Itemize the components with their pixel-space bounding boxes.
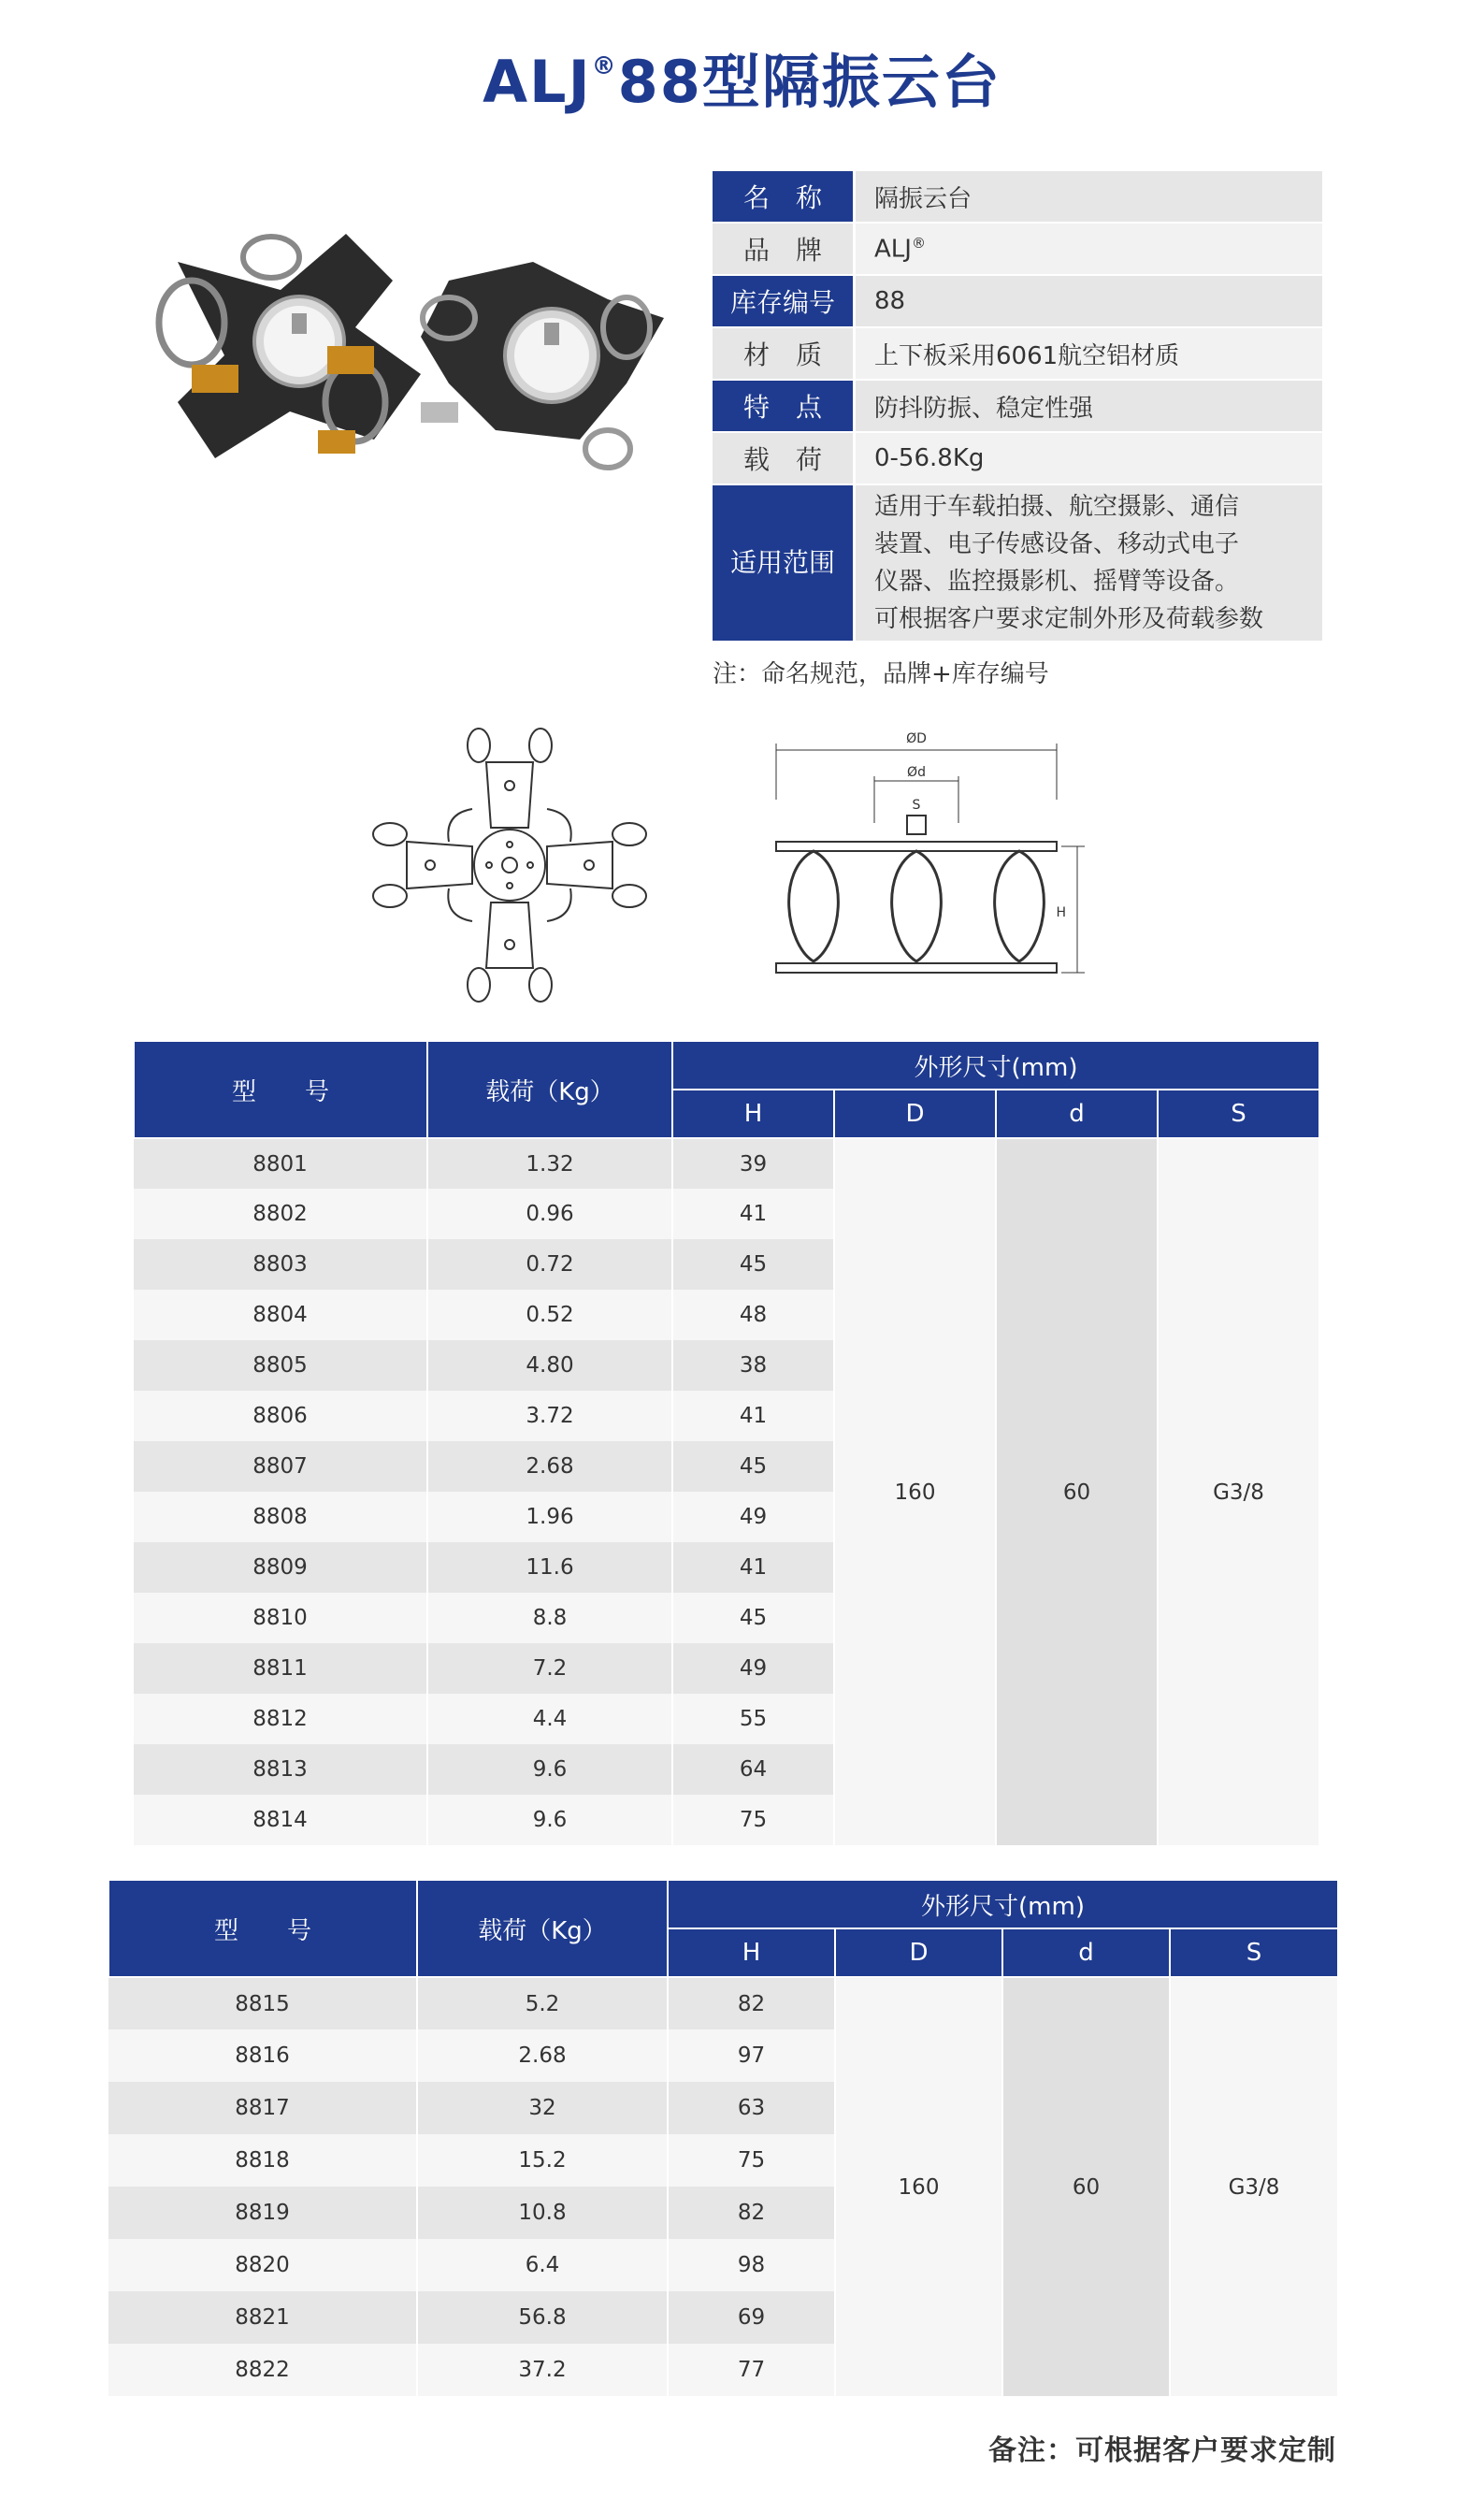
cell-model: 8817 xyxy=(108,2082,417,2134)
cell-H: 75 xyxy=(672,1795,834,1845)
cell-model: 8815 xyxy=(108,1977,417,2029)
col-load-header: 载荷（Kg） xyxy=(427,1041,672,1138)
col-dims-header: 外形尺寸(mm) xyxy=(668,1880,1338,1928)
cell-model: 8802 xyxy=(134,1189,427,1239)
spec-row xyxy=(713,380,1322,432)
spec-value: 0-56.8Kg xyxy=(855,432,1323,484)
cell-model: 8821 xyxy=(108,2291,417,2344)
scope-line: 适用于车载拍摄、航空摄影、通信 xyxy=(874,493,1240,521)
dimension-table-1 xyxy=(133,1040,1320,1845)
cell-load: 8.8 xyxy=(427,1593,672,1643)
cell-H: 49 xyxy=(672,1492,834,1542)
col-load-header: 载荷（Kg） xyxy=(417,1880,668,1977)
cell-H: 63 xyxy=(668,2082,835,2134)
dimension-table-2 xyxy=(108,1879,1339,2396)
cell-H: 49 xyxy=(672,1643,834,1694)
cell-H: 38 xyxy=(672,1340,834,1391)
merged-D-cell: 160 xyxy=(834,1138,996,1845)
cell-model: 8805 xyxy=(134,1340,427,1391)
col-D-header: D xyxy=(835,1928,1002,1977)
spec-key: 特 点 xyxy=(713,380,855,432)
page-title: ALJ®88型隔振云台 xyxy=(483,48,1001,116)
cell-load: 1.32 xyxy=(427,1138,672,1189)
cell-H: 45 xyxy=(672,1593,834,1643)
spec-row xyxy=(713,484,1322,642)
dim-label-S: S xyxy=(912,798,921,813)
col-S-header: S xyxy=(1158,1090,1319,1138)
cell-model: 8807 xyxy=(134,1441,427,1492)
cell-H: 41 xyxy=(672,1542,834,1593)
spec-value: ALJ® xyxy=(855,223,1323,275)
cell-load: 2.68 xyxy=(427,1441,672,1492)
spec-value: 防抖防振、稳定性强 xyxy=(855,380,1323,432)
cell-model: 8812 xyxy=(134,1694,427,1744)
merged-S-cell: G3/8 xyxy=(1170,1977,1338,2396)
col-model-header: 型 号 xyxy=(108,1880,417,1977)
spec-scope-value xyxy=(855,484,1323,642)
cell-load: 10.8 xyxy=(417,2187,668,2239)
spec-value: 隔振云台 xyxy=(855,171,1323,223)
scope-line: 装置、电子传感设备、移动式电子 xyxy=(874,530,1240,558)
table-row xyxy=(134,1138,1319,1189)
col-D-header: D xyxy=(834,1090,996,1138)
cell-H: 82 xyxy=(668,1977,835,2029)
cell-load: 0.72 xyxy=(427,1239,672,1290)
cell-load: 37.2 xyxy=(417,2344,668,2396)
cell-H: 98 xyxy=(668,2239,835,2291)
cell-H: 48 xyxy=(672,1290,834,1340)
spec-row xyxy=(713,171,1322,223)
cell-model: 8813 xyxy=(134,1744,427,1795)
col-d-header: d xyxy=(996,1090,1158,1138)
spec-row xyxy=(713,275,1322,327)
cell-model: 8803 xyxy=(134,1239,427,1290)
spec-key: 适用范围 xyxy=(713,484,855,642)
cell-H: 41 xyxy=(672,1391,834,1441)
side-view-drawing xyxy=(748,729,1085,991)
spec-row xyxy=(713,432,1322,484)
col-d-header: d xyxy=(1002,1928,1170,1977)
spec-key: 品 牌 xyxy=(713,223,855,275)
cell-load: 15.2 xyxy=(417,2134,668,2187)
naming-note: 注：命名规范，品牌+库存编号 xyxy=(713,660,1049,688)
cell-model: 8806 xyxy=(134,1391,427,1441)
cell-H: 41 xyxy=(672,1189,834,1239)
spec-key: 材 质 xyxy=(713,327,855,380)
scope-line: 可根据客户要求定制外形及荷载参数 xyxy=(874,605,1264,633)
merged-S-cell: G3/8 xyxy=(1158,1138,1319,1845)
spec-row xyxy=(713,223,1322,275)
cell-load: 5.2 xyxy=(417,1977,668,2029)
col-dims-header: 外形尺寸(mm) xyxy=(672,1041,1319,1090)
cell-model: 8816 xyxy=(108,2029,417,2082)
cell-H: 82 xyxy=(668,2187,835,2239)
cell-load: 1.96 xyxy=(427,1492,672,1542)
cell-load: 11.6 xyxy=(427,1542,672,1593)
cell-model: 8819 xyxy=(108,2187,417,2239)
cell-load: 2.68 xyxy=(417,2029,668,2082)
cell-model: 8810 xyxy=(134,1593,427,1643)
cell-H: 75 xyxy=(668,2134,835,2187)
cell-load: 4.80 xyxy=(427,1340,672,1391)
table-row xyxy=(108,1977,1338,2029)
cell-load: 9.6 xyxy=(427,1795,672,1845)
cell-model: 8804 xyxy=(134,1290,427,1340)
cell-model: 8809 xyxy=(134,1542,427,1593)
cell-H: 77 xyxy=(668,2344,835,2396)
mount-right-image xyxy=(421,262,664,468)
cell-H: 55 xyxy=(672,1694,834,1744)
cell-load: 3.72 xyxy=(427,1391,672,1441)
cell-load: 56.8 xyxy=(417,2291,668,2344)
scope-line: 仪器、监控摄影机、摇臂等设备。 xyxy=(874,568,1240,596)
top-view-drawing xyxy=(369,725,650,1005)
merged-d-cell: 60 xyxy=(1002,1977,1170,2396)
cell-load: 4.4 xyxy=(427,1694,672,1744)
spec-key: 载 荷 xyxy=(713,432,855,484)
cell-load: 6.4 xyxy=(417,2239,668,2291)
cell-H: 69 xyxy=(668,2291,835,2344)
cell-model: 8814 xyxy=(134,1795,427,1845)
col-S-header: S xyxy=(1170,1928,1338,1977)
cell-model: 8811 xyxy=(134,1643,427,1694)
mount-left-image xyxy=(159,234,421,458)
cell-load: 9.6 xyxy=(427,1744,672,1795)
cell-model: 8818 xyxy=(108,2134,417,2187)
cell-H: 45 xyxy=(672,1239,834,1290)
cell-load: 32 xyxy=(417,2082,668,2134)
dim-label-H: H xyxy=(1056,905,1066,920)
merged-d-cell: 60 xyxy=(996,1138,1158,1845)
spec-row xyxy=(713,327,1322,380)
cell-H: 39 xyxy=(672,1138,834,1189)
col-H-header: H xyxy=(672,1090,834,1138)
cell-load: 0.96 xyxy=(427,1189,672,1239)
cell-load: 0.52 xyxy=(427,1290,672,1340)
spec-key: 名 称 xyxy=(713,171,855,223)
spec-table xyxy=(713,171,1322,643)
spec-key: 库存编号 xyxy=(713,275,855,327)
col-H-header: H xyxy=(668,1928,835,1977)
product-photo xyxy=(140,224,683,496)
spec-value: 88 xyxy=(855,275,1323,327)
cell-load: 7.2 xyxy=(427,1643,672,1694)
col-model-header: 型 号 xyxy=(134,1041,427,1138)
cell-model: 8822 xyxy=(108,2344,417,2396)
cell-H: 45 xyxy=(672,1441,834,1492)
dim-label-D: ØD xyxy=(906,731,927,746)
dim-label-d-small: Ød xyxy=(907,765,926,780)
cell-model: 8820 xyxy=(108,2239,417,2291)
merged-D-cell: 160 xyxy=(835,1977,1002,2396)
cell-H: 64 xyxy=(672,1744,834,1795)
cell-model: 8801 xyxy=(134,1138,427,1189)
spec-value: 上下板采用6061航空铝材质 xyxy=(855,327,1323,380)
cell-H: 97 xyxy=(668,2029,835,2082)
cell-model: 8808 xyxy=(134,1492,427,1542)
remark-note: 备注：可根据客户要求定制 xyxy=(988,2434,1336,2467)
